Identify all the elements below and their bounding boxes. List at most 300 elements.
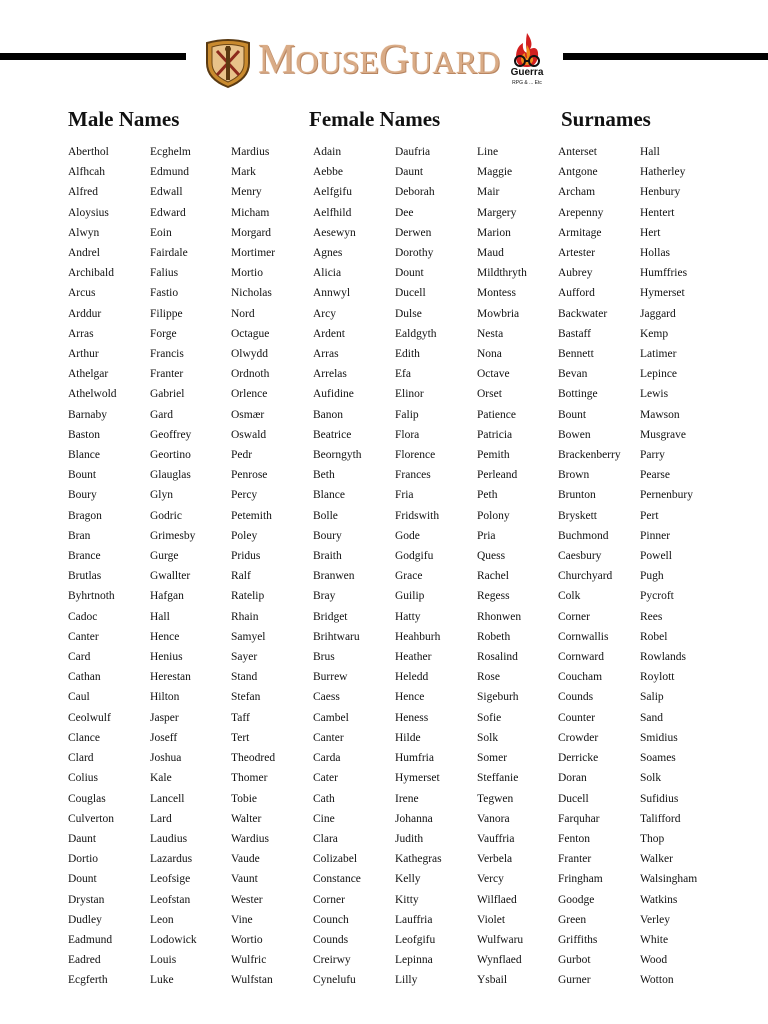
- name-entry: Hilde: [395, 731, 421, 744]
- name-entry: Poley: [231, 529, 258, 542]
- name-entry: Salip: [640, 691, 664, 704]
- name-entry: Powell: [640, 550, 672, 563]
- name-entry: Gode: [395, 529, 420, 542]
- name-entry: Edward: [150, 206, 186, 219]
- name-entry: Dudley: [68, 913, 102, 926]
- name-entry: Violet: [477, 913, 506, 926]
- name-entry: Patricia: [477, 428, 513, 441]
- name-entry: Mair: [477, 186, 500, 199]
- name-entry: Counch: [313, 913, 349, 926]
- female-names-column-1: [313, 142, 362, 991]
- name-entry: Glyn: [150, 489, 173, 502]
- name-entry: Quess: [477, 550, 506, 563]
- name-entry: Eoin: [150, 226, 172, 239]
- name-entry: Athelwold: [68, 388, 117, 401]
- name-entry: Guilip: [395, 590, 425, 603]
- name-entry: Hall: [640, 146, 660, 158]
- name-entry: Verley: [640, 913, 671, 926]
- name-entry: Percy: [231, 489, 258, 502]
- mouse-guard-title: [259, 36, 499, 84]
- name-entry: Alicia: [313, 267, 342, 280]
- name-entry: Boury: [313, 529, 342, 542]
- title-initial-g: G: [378, 37, 410, 83]
- name-entry: Fringham: [558, 873, 603, 886]
- name-entry: Margery: [477, 206, 517, 219]
- name-entry: Aufidine: [313, 388, 354, 401]
- name-entry: Vine: [231, 913, 253, 926]
- name-entry: Menry: [231, 186, 262, 199]
- publisher-name: Guerra: [510, 67, 544, 78]
- name-entry: Nicholas: [231, 287, 272, 300]
- name-entry: Agnes: [313, 247, 343, 260]
- name-entry: Caess: [313, 691, 340, 704]
- name-entry: Dee: [395, 206, 414, 219]
- name-entry: Beatrice: [313, 428, 352, 441]
- name-entry: Alfred: [68, 186, 99, 199]
- name-entry: Nona: [477, 348, 502, 361]
- name-entry: Archibald: [68, 267, 114, 280]
- name-entry: Ecghelm: [150, 146, 191, 158]
- name-entry: Osmær: [231, 408, 265, 421]
- name-entry: Thop: [640, 832, 665, 845]
- name-entry: Goodge: [558, 893, 595, 906]
- name-entry: Cornward: [558, 651, 604, 664]
- surnames-heading: Surnames: [561, 107, 651, 131]
- name-entry: Laudius: [150, 832, 188, 845]
- name-entry: Hatherley: [640, 166, 686, 179]
- name-entry: Grimesby: [150, 529, 196, 542]
- header-rule-right: [563, 53, 768, 60]
- name-entry: Walker: [640, 853, 673, 866]
- name-entry: Wester: [231, 893, 263, 906]
- name-entry: Aubrey: [558, 267, 593, 280]
- name-entry: Gard: [150, 408, 173, 421]
- name-entry: Brutlas: [68, 570, 102, 583]
- name-entry: Ysbail: [477, 974, 508, 987]
- name-entry: Brance: [68, 550, 101, 563]
- name-entry: Aebbe: [313, 166, 344, 179]
- name-entry: Judith: [395, 832, 424, 845]
- name-entry: Polony: [477, 509, 510, 522]
- name-entry: Bryskett: [558, 509, 597, 522]
- name-entry: Ducell: [558, 792, 589, 805]
- name-entry: Mortio: [231, 267, 263, 280]
- name-entry: Colius: [68, 772, 99, 785]
- name-entry: Doran: [558, 772, 587, 785]
- name-entry: Pycroft: [640, 590, 674, 603]
- name-entry: Bragon: [68, 509, 102, 522]
- publisher-subtitle: RPG & ... Etc: [512, 80, 542, 86]
- name-entry: Byhrtnoth: [68, 590, 115, 603]
- name-entry: Dortio: [68, 853, 99, 866]
- name-entry: Thomer: [231, 772, 268, 785]
- name-entry: Griffiths: [558, 933, 598, 946]
- name-entry: Braith: [313, 550, 342, 563]
- name-entry: Blance: [68, 449, 100, 462]
- name-entry: Parry: [640, 449, 665, 462]
- header-rule-left: [0, 53, 186, 60]
- name-entry: Annwyl: [313, 287, 351, 300]
- title-rest-ouse: OUSE: [295, 44, 379, 80]
- name-entry: Orlence: [231, 388, 268, 401]
- name-entry: Musgrave: [640, 428, 686, 441]
- name-entry: Vauffria: [477, 832, 515, 845]
- name-entry: Henius: [150, 651, 183, 664]
- name-entry: Brus: [313, 651, 335, 664]
- name-entry: Sigeburh: [477, 691, 519, 704]
- name-entry: Mark: [231, 166, 256, 179]
- name-entry: Drystan: [68, 893, 105, 906]
- name-entry: Sofie: [477, 711, 502, 724]
- name-entry: Heness: [395, 711, 429, 724]
- name-entry: Kelly: [395, 873, 421, 886]
- name-entry: Dorothy: [395, 247, 434, 260]
- name-entry: Wotton: [640, 974, 674, 987]
- name-entry: Herestan: [150, 671, 191, 684]
- name-entry: Brihtwaru: [313, 630, 360, 643]
- name-entry: Caul: [68, 691, 90, 704]
- name-entry: Vanora: [477, 812, 510, 825]
- name-entry: Gwallter: [150, 570, 191, 583]
- name-entry: Arcus: [68, 287, 96, 300]
- name-entry: Colizabel: [313, 853, 358, 866]
- name-entry: Arras: [313, 348, 339, 361]
- name-entry: Artester: [558, 247, 596, 260]
- name-entry: Octague: [231, 327, 270, 340]
- name-entry: Counds: [558, 691, 594, 704]
- name-entry: Cambel: [313, 711, 349, 724]
- female-names-heading: Female Names: [309, 107, 441, 131]
- female-names-column-3: [477, 142, 527, 991]
- name-entry: Archam: [558, 186, 596, 199]
- name-entry: Soames: [640, 752, 676, 765]
- name-entry: Line: [477, 146, 499, 158]
- name-entry: Fairdale: [150, 247, 188, 260]
- name-entry: Godgifu: [395, 550, 434, 563]
- name-entry: Ecgferth: [68, 974, 108, 987]
- name-entry: Dulse: [395, 307, 422, 320]
- name-entry: Pedr: [231, 449, 253, 462]
- name-entry: Arcy: [313, 307, 336, 320]
- name-entry: Bevan: [558, 368, 588, 381]
- name-entry: Lepinna: [395, 954, 433, 967]
- name-entry: Orset: [477, 388, 502, 401]
- name-entry: Kemp: [640, 327, 669, 340]
- name-entry: Wilflaed: [477, 893, 517, 906]
- name-entry: Burrew: [313, 671, 348, 684]
- name-entry: Hence: [150, 630, 180, 643]
- name-entry: Marion: [477, 226, 511, 239]
- name-entry: Theodred: [231, 752, 276, 765]
- name-entry: Pria: [477, 529, 496, 542]
- name-entry: Pemith: [477, 449, 510, 462]
- name-entry: Ardent: [313, 327, 345, 340]
- name-entry: Tert: [231, 731, 250, 744]
- name-entry: Coucham: [558, 671, 603, 684]
- name-entry: Rhonwen: [477, 610, 522, 623]
- name-entry: Hymerset: [640, 287, 685, 300]
- name-entry: Athelgar: [68, 368, 109, 381]
- name-entry: Jasper: [150, 711, 179, 724]
- name-entry: Filippe: [150, 307, 183, 320]
- name-entry: Edmund: [150, 166, 189, 179]
- surnames-column-1: [558, 142, 621, 991]
- name-entry: Pernenbury: [640, 489, 694, 502]
- name-entry: Falip: [395, 408, 419, 421]
- name-entry: Sufidius: [640, 792, 679, 805]
- name-entry: Green: [558, 913, 587, 926]
- name-entry: Oswald: [231, 428, 267, 441]
- name-entry: Glauglas: [150, 469, 191, 482]
- name-entry: Pugh: [640, 570, 664, 583]
- name-entry: Ceolwulf: [68, 711, 111, 724]
- name-entry: Humffries: [640, 267, 688, 280]
- name-entry: Bount: [558, 408, 587, 421]
- name-entry: Sand: [640, 711, 663, 724]
- name-entry: Petemith: [231, 509, 272, 522]
- name-entry: Ducell: [395, 287, 426, 300]
- name-entry: Gabriel: [150, 388, 185, 401]
- name-entry: Arddur: [68, 307, 102, 320]
- name-entry: Solk: [477, 731, 499, 744]
- name-entry: Card: [68, 651, 91, 664]
- name-entry: Pinner: [640, 529, 671, 542]
- name-entry: Gurbot: [558, 954, 591, 967]
- name-entry: Fenton: [558, 832, 590, 845]
- name-entry: Hentert: [640, 206, 675, 219]
- name-entry: Peth: [477, 489, 498, 502]
- male-names-column-2: [150, 142, 197, 991]
- name-entry: Hollas: [640, 247, 671, 260]
- surnames-column-2: [640, 142, 697, 991]
- name-entry: Derwen: [395, 226, 432, 239]
- name-entry: Baston: [68, 428, 100, 441]
- name-entry: Cynelufu: [313, 974, 356, 987]
- name-entry: Rosalind: [477, 651, 518, 664]
- title-rest-uard: UARD: [409, 44, 500, 80]
- name-entry: Stand: [231, 671, 258, 684]
- name-entry: Aelfgifu: [313, 186, 352, 199]
- name-entry: Clara: [313, 832, 338, 845]
- name-entry: Flora: [395, 428, 420, 441]
- name-entry: Aelfhild: [313, 206, 352, 219]
- name-entry: Canter: [313, 731, 344, 744]
- name-entry: Micham: [231, 206, 270, 219]
- name-entry: Corner: [558, 610, 590, 623]
- male-names-heading: Male Names: [68, 107, 180, 131]
- name-entry: Hall: [150, 610, 170, 623]
- name-entry: Arras: [68, 327, 94, 340]
- name-entry: Lewis: [640, 388, 669, 401]
- name-entry: White: [640, 933, 669, 946]
- name-entry: Falius: [150, 267, 179, 280]
- name-entry: Sayer: [231, 651, 258, 664]
- name-entry: Brunton: [558, 489, 596, 502]
- name-entry: Bastaff: [558, 327, 592, 340]
- name-entry: Francis: [150, 348, 184, 361]
- name-entry: Humfria: [395, 752, 434, 765]
- name-entry: Hafgan: [150, 590, 184, 603]
- name-entry: Cathan: [68, 671, 101, 684]
- name-entry: Robel: [640, 630, 668, 643]
- name-entry: Armitage: [558, 226, 602, 239]
- name-entry: Irene: [395, 792, 419, 805]
- name-entry: Rachel: [477, 570, 509, 583]
- name-entry: Bowen: [558, 428, 591, 441]
- name-entry: Godric: [150, 509, 182, 522]
- name-entry: Somer: [477, 752, 508, 765]
- name-entry: Lard: [150, 812, 172, 825]
- name-entry: Wynflaed: [477, 954, 522, 967]
- name-entry: Bran: [68, 529, 91, 542]
- name-entry: Fria: [395, 489, 414, 502]
- name-entry: Maggie: [477, 166, 513, 179]
- name-entry: Backwater: [558, 307, 608, 320]
- name-entry: Buchmond: [558, 529, 609, 542]
- name-entry: Arepenny: [558, 206, 604, 219]
- name-entry: Corner: [313, 893, 345, 906]
- name-entry: Daunt: [395, 166, 424, 179]
- name-entry: Ratelip: [231, 590, 265, 603]
- name-entry: Wulfwaru: [477, 933, 524, 946]
- name-entry: Hence: [395, 691, 425, 704]
- name-entry: Aberthol: [68, 146, 109, 158]
- name-entry: Robeth: [477, 630, 511, 643]
- name-entry: Alwyn: [68, 226, 100, 239]
- name-entry: Leon: [150, 913, 174, 926]
- name-entry: Carda: [313, 752, 341, 765]
- name-entry: Mortimer: [231, 247, 276, 260]
- name-entry: Deborah: [395, 186, 435, 199]
- name-entry: Solk: [640, 772, 662, 785]
- name-entry: Lazardus: [150, 853, 193, 866]
- name-entry: Daufria: [395, 146, 431, 158]
- name-entry: Cater: [313, 772, 338, 785]
- name-entry: Ordnoth: [231, 368, 270, 381]
- name-entry: Kathegras: [395, 853, 442, 866]
- name-entry: Rhain: [231, 610, 259, 623]
- name-entry: Lancell: [150, 792, 185, 805]
- name-entry: Brackenberry: [558, 449, 621, 462]
- name-entry: Wortio: [231, 933, 263, 946]
- name-entry: Efa: [395, 368, 411, 381]
- name-entry: Boury: [68, 489, 97, 502]
- name-entry: Florence: [395, 449, 436, 462]
- name-entry: Culverton: [68, 812, 114, 825]
- name-entry: Beth: [313, 469, 335, 482]
- name-entry: Morgard: [231, 226, 272, 239]
- name-entry: Daunt: [68, 832, 97, 845]
- name-entry: Gurner: [558, 974, 591, 987]
- name-entry: Creirwy: [313, 954, 351, 967]
- name-entry: Ralf: [231, 570, 251, 583]
- male-names-column-1: [68, 142, 117, 991]
- name-entry: Joseff: [150, 731, 178, 744]
- name-entry: Blance: [313, 489, 345, 502]
- name-entry: Montess: [477, 287, 516, 300]
- name-entry: Taff: [231, 711, 250, 724]
- name-entry: Dount: [68, 873, 97, 886]
- name-entry: Penrose: [231, 469, 268, 482]
- name-entry: Hymerset: [395, 772, 440, 785]
- name-entry: Vaude: [231, 853, 260, 866]
- name-entry: Vaunt: [231, 873, 258, 886]
- name-entry: Banon: [313, 408, 344, 421]
- name-entry: Roylott: [640, 671, 675, 684]
- name-entry: Mowbria: [477, 307, 520, 320]
- name-entry: Geortino: [150, 449, 191, 462]
- name-entry: Counds: [313, 933, 349, 946]
- name-entry: Leofsige: [150, 873, 191, 886]
- name-entry: Wulfric: [231, 954, 267, 967]
- name-entry: Anterset: [558, 146, 597, 158]
- name-entry: Pridus: [231, 550, 261, 563]
- name-entry: Churchyard: [558, 570, 613, 583]
- name-entry: Smidius: [640, 731, 678, 744]
- name-entry: Olwydd: [231, 348, 269, 361]
- name-entry: Hilton: [150, 691, 180, 704]
- name-entry: Elinor: [395, 388, 424, 401]
- name-entry: Lepince: [640, 368, 678, 381]
- name-entry: Pert: [640, 509, 659, 522]
- name-entry: Luke: [150, 974, 174, 987]
- name-entry: Eadmund: [68, 933, 113, 946]
- name-entry: Canter: [68, 630, 99, 643]
- name-entry: Bray: [313, 590, 336, 603]
- name-entry: Bennett: [558, 348, 594, 361]
- name-entry: Henbury: [640, 186, 681, 199]
- name-entry: Aufford: [558, 287, 595, 300]
- name-entry: Counter: [558, 711, 596, 724]
- name-entry: Perleand: [477, 469, 518, 482]
- name-entry: Aesewyn: [313, 226, 356, 239]
- name-entry: Walsingham: [640, 873, 698, 886]
- name-entry: Maud: [477, 247, 504, 260]
- name-entry: Tegwen: [477, 792, 514, 805]
- name-entry: Franter: [558, 853, 592, 866]
- name-entry: Nesta: [477, 327, 504, 340]
- name-entry: Farquhar: [558, 812, 600, 825]
- name-entry: Cath: [313, 792, 335, 805]
- name-entry: Frances: [395, 469, 431, 482]
- name-entry: Wardius: [231, 832, 270, 845]
- name-entry: Caesbury: [558, 550, 602, 563]
- name-entry: Mardius: [231, 146, 270, 158]
- name-entry: Fridswith: [395, 509, 440, 522]
- name-entry: Rees: [640, 610, 663, 623]
- name-entry: Rowlands: [640, 651, 686, 664]
- name-entry: Crowder: [558, 731, 599, 744]
- name-entry: Talifford: [640, 812, 681, 825]
- name-entry: Kale: [150, 772, 172, 785]
- name-entry: Nord: [231, 307, 255, 320]
- name-entry: Derricke: [558, 752, 599, 765]
- name-entry: Ealdgyth: [395, 327, 437, 340]
- name-entry: Dount: [395, 267, 424, 280]
- name-entry: Constance: [313, 873, 361, 886]
- name-entry: Brown: [558, 469, 590, 482]
- name-entry: Antgone: [558, 166, 598, 179]
- name-entry: Clance: [68, 731, 100, 744]
- name-entry: Regess: [477, 590, 510, 603]
- name-entry: Tobie: [231, 792, 258, 805]
- name-entry: Leofgifu: [395, 933, 436, 946]
- name-entry: Mildthryth: [477, 267, 527, 280]
- name-entry: Beorngyth: [313, 449, 362, 462]
- name-entry: Wulfstan: [231, 974, 273, 987]
- name-entry: Eadred: [68, 954, 101, 967]
- name-entry: Pearse: [640, 469, 671, 482]
